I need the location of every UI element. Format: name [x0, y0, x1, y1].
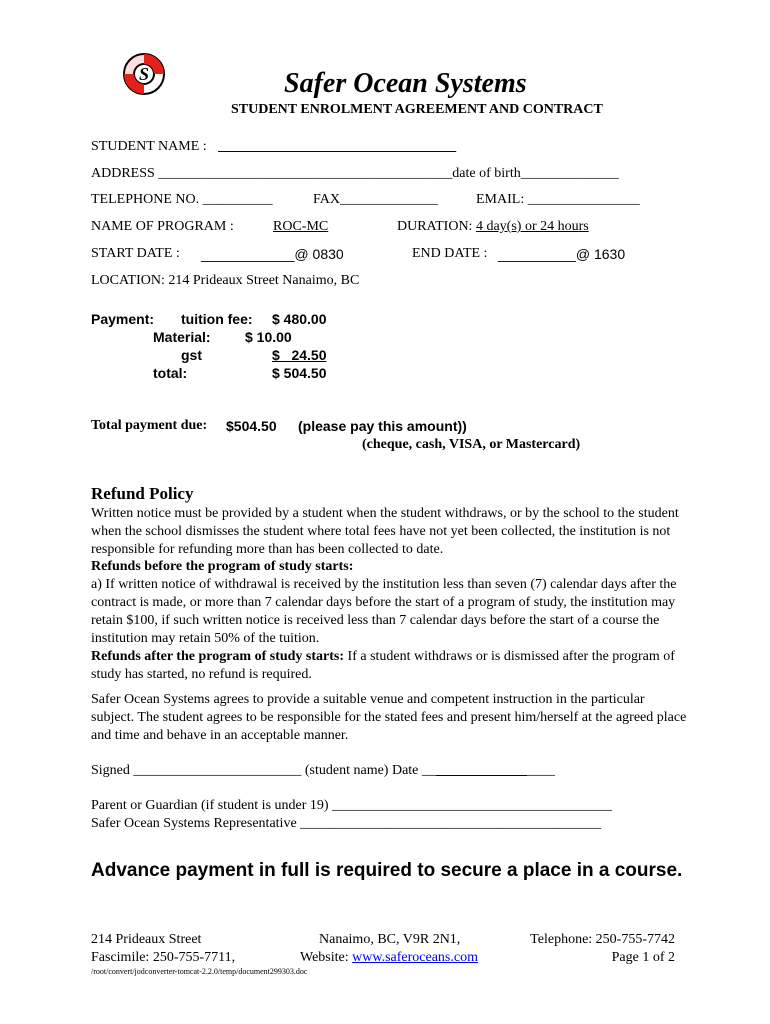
footer-telephone: Telephone: 250-755-7742	[530, 932, 675, 947]
student-name-line: __________________________________	[218, 139, 457, 154]
telephone-field: TELEPHONE NO. __________	[91, 192, 273, 207]
advance-payment-notice: Advance payment in full is required to secure a place in a course.	[91, 860, 683, 881]
guardian-signature: Parent or Guardian (if student is under 19) ________________________________________	[91, 798, 613, 813]
email-field: EMAIL: ________________	[476, 192, 640, 207]
program-value: ROC-MC	[273, 219, 329, 234]
lifebuoy-icon	[120, 50, 168, 98]
signed-label: Signed ________________________ (student name) Date __	[91, 763, 436, 778]
document-title: STUDENT ENROLMENT AGREEMENT AND CONTRACT	[231, 102, 603, 117]
duration-value: 4 day(s) or 24 hours	[475, 219, 589, 234]
payment-due-value: $504.50	[226, 418, 277, 434]
student-name-label: STUDENT NAME :	[91, 139, 207, 154]
signature-date-line: _____________	[435, 763, 527, 778]
signature-date-tail: ____	[526, 763, 555, 778]
footer-website	[300, 950, 478, 966]
tuition-label: tuition fee:	[181, 311, 253, 327]
tuition-value: $ 480.00	[272, 311, 327, 327]
refund-after-text: If a student withdraws or is dismissed after the program of study has started, no refund is required.	[91, 649, 675, 682]
total-value: $ 504.50	[272, 365, 327, 381]
refund-before-heading: Refunds before the program of study starts:	[91, 559, 354, 574]
footer-street: 214 Prideaux Street	[91, 932, 202, 947]
footer-website-label: Website:	[300, 950, 349, 965]
start-date-value: ____________@ 0830	[201, 246, 344, 262]
payment-label: Payment:	[91, 311, 155, 327]
refund-before-text: a) If written notice of withdrawal is received by the institution less than seven (7) calendar days after the contract is made, or more than 7 calendar days before the start of a program of study, the institution may retain $100, if such written notice is received less than 7 calendar days before the start of a course the institution may retain 50% of the tuition.	[91, 577, 677, 646]
footer-fax: Fascimile: 250-755-7711,	[91, 950, 236, 965]
signature-line	[91, 763, 555, 779]
payment-due-label: Total payment due:	[91, 418, 208, 433]
gst-value: $_ 24.50	[272, 347, 327, 363]
total-label: total:	[153, 365, 188, 381]
agreement-text: Safer Ocean Systems agrees to provide a suitable venue and competent instruction in the particular subject. The student agrees to be responsible for the stated fees and present him/herself at the agreed place and time and behave in an acceptable manner.	[91, 692, 687, 743]
material-label: Material:	[153, 329, 211, 345]
duration-field	[397, 219, 589, 235]
refund-intro: Written notice must be provided by a student when the student withdraws, or by the school to the student when the school dismisses the student where total fees have not yet been collected, the institution is not responsible for refunding more than has been collected to date.	[91, 506, 679, 557]
refund-heading: Refund Policy	[91, 484, 194, 503]
duration-label: DURATION:	[397, 219, 473, 234]
material-value: $ 10.00	[245, 329, 292, 345]
website-link[interactable]: www.saferoceans.com	[352, 950, 478, 965]
end-date-label: END DATE :	[412, 246, 488, 261]
page-number: Page 1 of 2	[611, 950, 675, 965]
address-field: ADDRESS __________________________________________date of birth______________	[91, 166, 619, 181]
payment-due-note: (please pay this amount))	[298, 418, 467, 434]
refund-after-heading: Refunds after the program of study starts:	[91, 649, 345, 664]
location-field: LOCATION: 214 Prideaux Street Nanaimo, BC	[91, 273, 360, 288]
brand-name: Safer Ocean Systems	[284, 68, 527, 99]
student-name-field	[91, 139, 456, 155]
program-label: NAME OF PROGRAM :	[91, 219, 234, 234]
representative-signature: Safer Ocean Systems Representative ___________________________________________	[91, 816, 602, 831]
fax-field: FAX______________	[313, 192, 438, 207]
end-date-value: __________@ 1630	[498, 246, 626, 262]
document-path: /root/convert/jodconverter-tomcat-2.2.0/temp/document299303.doc	[91, 967, 308, 976]
footer-city: Nanaimo, BC, V9R 2N1,	[319, 932, 461, 947]
refund-after	[91, 648, 691, 684]
gst-label: gst	[181, 347, 202, 363]
payment-methods: (cheque, cash, VISA, or Mastercard)	[362, 437, 581, 452]
start-date-label: START DATE :	[91, 246, 180, 261]
svg-text:S: S	[138, 64, 150, 84]
